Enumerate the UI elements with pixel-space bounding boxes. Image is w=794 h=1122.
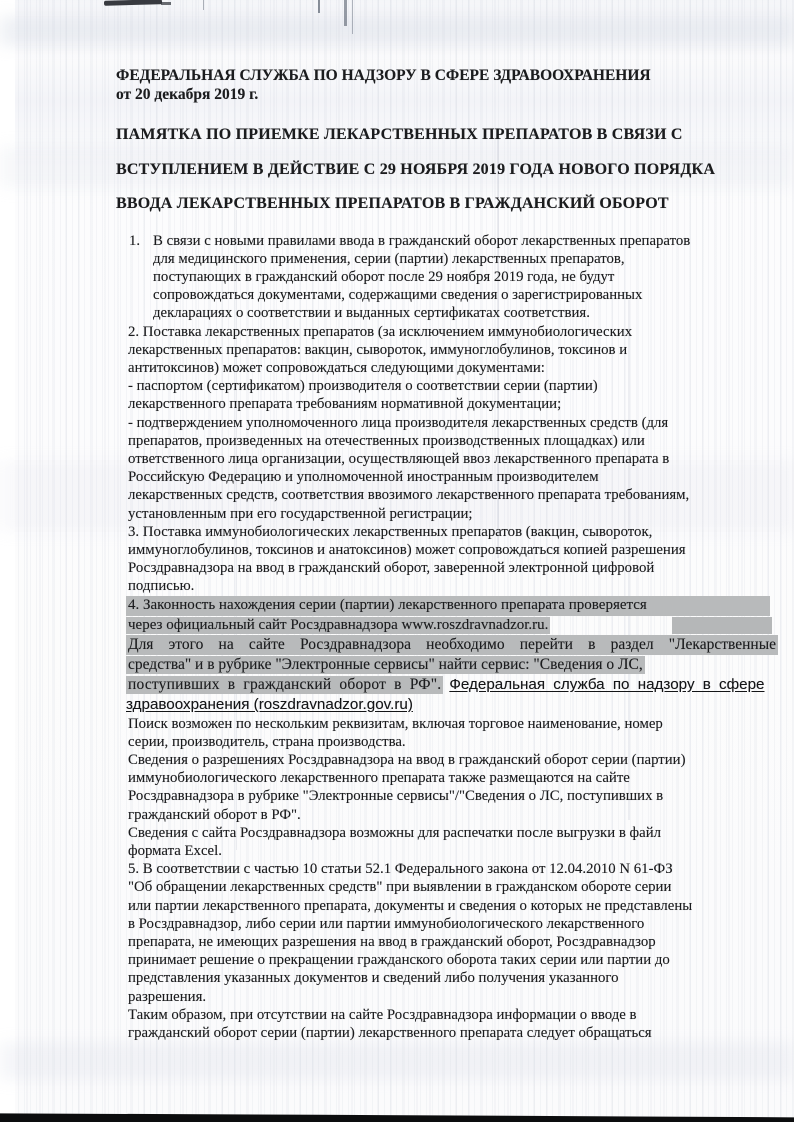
list-item-number: 1.: [129, 232, 141, 249]
paragraph-dash-passport: - паспортом (сертификатом) производителя о соответствии серии (партии) лекарственного препарата требованиям нормативной документации;: [128, 378, 598, 413]
scan-artifact-band: [0, 1042, 794, 1080]
scan-artifact-streak: [344, 0, 347, 26]
paragraph-search-criteria: Поиск возможен по нескольким реквизитам, включая торговое наименование, номер серии, производитель, страна производства.: [128, 715, 663, 750]
paragraph-2-supply-documents: 2. Поставка лекарственных препаратов (за исключением иммунобиологических лекарственных препаратов: вакцин, сывороток, иммуноглобулинов, токсинов и антитоксинов) может сопровождаться следующими документами:: [128, 323, 633, 376]
highlight-line: [126, 616, 780, 635]
highlighted-text: Для этого на сайте Росздравнадзора необходимо перейти в раздел "Лекарственные: [128, 635, 776, 653]
scan-artifact-top-smudge: [104, 0, 162, 6]
paragraph-permissions-info: Сведения о разрешениях Росздравнадзора на ввод в гражданский оборот серии (партии) иммунобиологического лекарственного препарата также размещаются на сайте Росздравнадзора в рубрике "Электронные сервисы"/"Сведения о ЛС, поступивших в гражданский оборот в РФ".: [128, 751, 686, 823]
scan-artifact-streak: [203, 0, 204, 10]
highlight-line: [126, 596, 780, 616]
scan-artifact-streak: [318, 0, 320, 13]
highlighted-text: 4. Законность нахождения серии (партии) лекарственного препарата проверяется: [126, 596, 770, 616]
scan-artifact-band: [0, 16, 794, 46]
document-body: [126, 232, 776, 1043]
document-date: от 20 декабря 2019 г.: [116, 86, 259, 103]
list-item-text: В связи с новыми правилами ввода в гражданский оборот лекарственных препаратов для медицинского применения, серии (партии) лекарственных препаратов, поступающих в гражданский оборот после 29 ноября 2019 года, не будут сопровождаться документами, содержащими сведения о зарегистрированных декларациях о соответствии и выданных сертификатах соответствия.: [153, 232, 691, 322]
highlighted-text: через официальный сайт Росздравнадзора www.roszdravnadzor.ru.: [128, 616, 549, 633]
paragraph-3-immunobiological: 3. Поставка иммунобиологических лекарственных препаратов (вакцин, сывороток, иммуноглобулинов, токсинов и анатоксинов) может сопровождаться копией разрешения Росздравнадзора на ввод в гражданский оборот, заверенной электронной цифровой подписью.: [128, 523, 686, 595]
highlighted-text: средства" и в рубрике "Электронные сервисы" найти сервис: "Сведения о ЛС,: [128, 655, 643, 673]
scan-artifact-streak: [352, 0, 353, 34]
paragraph-5-federal-law: 5. В соответствии с частью 10 статьи 52.1 Федерального закона от 12.04.2010 N 61-ФЗ "Об обращении лекарственных средств" при выявлении в гражданском обороте серии или партии лекарственного препарата, документы и сведения о которых не представлены в Росздравнадзор, либо серии или партии иммунобиологического лекарственного препарата, не имеющих разрешения на ввод в гражданский оборот, Росздравнадзор принимает решение о прекращении гражданского оборота таких серии или партии до представления указанных документов и сведений либо получения указанного разрешения.: [128, 861, 693, 1005]
highlighted-text: поступивших в гражданский оборот в РФ".: [128, 675, 442, 693]
document-title: [116, 118, 764, 222]
roszdravnadzor-link[interactable]: здравоохранения (roszdravnadzor.gov.ru): [126, 695, 413, 713]
highlight-line: [126, 635, 780, 655]
highlight-line: [126, 675, 780, 695]
highlighter-smudge: [672, 617, 772, 634]
document-title-line: ВСТУПЛЕНИЕМ В ДЕЙСТВИЕ С 29 НОЯБРЯ 2019 ГОДА НОВОГО ПОРЯДКА: [116, 160, 716, 178]
paragraph-conclusion: Таким образом, при отсутствии на сайте Росздравнадзора информации о вводе в гражданский оборот серии (партии) лекарственного препарата следует обращаться: [128, 1006, 652, 1042]
document-title-line: ВВОДА ЛЕКАРСТВЕННЫХ ПРЕПАРАТОВ В ГРАЖДАНСКИЙ ОБОРОТ: [116, 195, 669, 212]
link-line: [126, 695, 780, 715]
document-content: [116, 66, 776, 1042]
paragraph-excel-export: Сведения с сайта Росздравнадзора возможны для распечатки после выгрузки в файл формата Excel.: [128, 824, 661, 859]
agency-name: ФЕДЕРАЛЬНАЯ СЛУЖБА ПО НАДЗОРУ В СФЕРЕ ЗДРАВООХРАНЕНИЯ: [116, 67, 651, 84]
scan-artifact-top-smudge: [161, 2, 171, 5]
list-item-1: [128, 232, 694, 323]
highlight-line: [126, 655, 780, 675]
roszdravnadzor-link[interactable]: Федеральная служба по надзору в сфере: [449, 675, 765, 693]
scan-artifact-bottom-band: [0, 1104, 794, 1122]
document-title-line: ПАМЯТКА ПО ПРИЕМКЕ ЛЕКАРСТВЕННЫХ ПРЕПАРАТОВ В СВЯЗИ С: [116, 126, 683, 143]
paragraph-dash-confirmation: - подтверждением уполномоченного лица производителя лекарственных средств (для препаратов, произведенных на отечественных производственных площадках) или ответственного лица организации, осуществляющей ввоз лекарственного препарата в Российскую Федерацию и уполномоченной иностранным производителем лекарственных средств, соответствия ввозимого лекарственного препарата требованиям, установленным при его государственной регистрации;: [128, 414, 690, 522]
highlighted-section: [126, 596, 780, 715]
